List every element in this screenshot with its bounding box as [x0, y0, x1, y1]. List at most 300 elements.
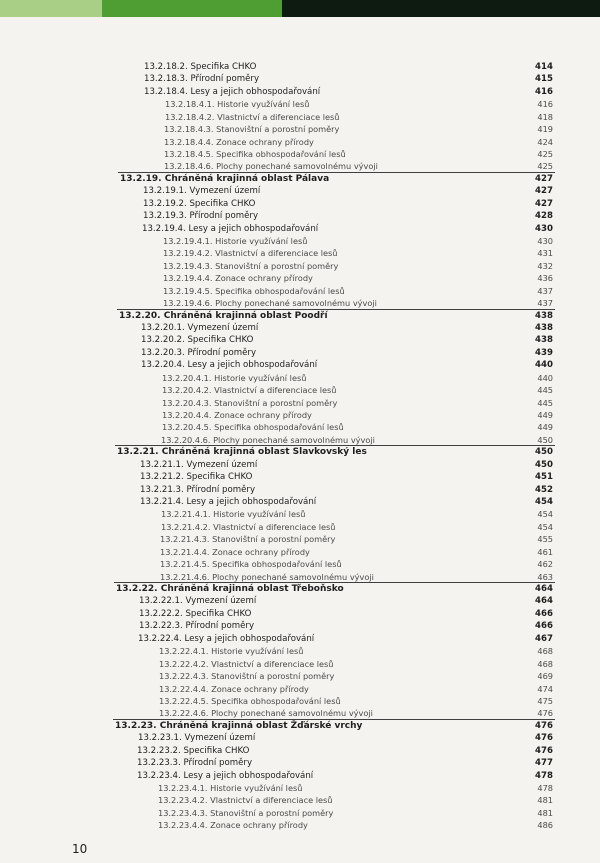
toc-entry-page: 475: [537, 695, 553, 706]
toc-entry-page: 466: [535, 621, 553, 632]
toc-entry-page: 438: [535, 335, 553, 346]
toc-entry: [0, 347, 600, 360]
toc-entry-number: 13.2.23.4.2.: [158, 795, 208, 806]
toc-entry-label: Specifika CHKO: [183, 745, 250, 756]
toc-entry-page: 445: [537, 385, 553, 396]
toc-entry: [0, 807, 600, 820]
toc-entry: [0, 260, 600, 273]
toc-entry-title: [140, 496, 316, 509]
toc-entry-page: 478: [535, 770, 553, 781]
toc-entry-number: 13.2.20.: [119, 310, 161, 321]
toc-entry: [0, 198, 600, 211]
toc-entry: [0, 608, 600, 621]
toc-entry-number: 13.2.20.2.: [141, 335, 185, 346]
toc-entry-page: 454: [537, 521, 553, 532]
toc-entry-label: Přírodní poměry: [185, 621, 255, 632]
toc-entry-label: Chráněná krajinná oblast Žďárské vrchy: [159, 720, 363, 731]
section-divider: [115, 445, 555, 446]
toc-entry-number: 13.2.18.4.5.: [164, 149, 214, 159]
toc-entry-title: [159, 658, 334, 671]
toc-entry-number: 13.2.19.4.5.: [163, 285, 213, 296]
toc-entry-label: Vymezení území: [186, 459, 258, 470]
toc-entry: [0, 459, 600, 472]
toc-entry: [0, 595, 600, 608]
toc-entry-title: [141, 359, 317, 372]
toc-entry-number: 13.2.22.4.5.: [159, 695, 209, 706]
toc-entry-number: 13.2.20.1.: [141, 323, 185, 334]
toc-entry-page: 455: [537, 534, 553, 545]
toc-entry-title: [163, 285, 345, 298]
toc-entry-label: Chráněná krajinná oblast Poodří: [163, 310, 328, 321]
toc-entry: [0, 409, 600, 422]
toc-entry-page: 478: [537, 782, 553, 793]
toc-entry-title: [163, 235, 307, 248]
toc-entry-page: 468: [537, 646, 553, 657]
toc-entry: [0, 620, 600, 633]
toc-entry-title: [139, 620, 254, 633]
toc-entry-title: [141, 347, 256, 360]
toc-entry-label: Historie využívání lesů: [217, 99, 310, 110]
toc-entry: [0, 695, 600, 708]
toc-entry-label: Stanovištní a porostní poměry: [215, 260, 339, 271]
toc-entry-title: [163, 272, 313, 285]
toc-entry-page: 445: [537, 397, 553, 408]
toc-entry-title: [137, 770, 313, 783]
toc-entry-page: 419: [537, 124, 553, 135]
toc-entry-page: 451: [535, 472, 553, 483]
toc-entry-title: [158, 782, 302, 795]
toc-entry-title: [139, 595, 256, 608]
toc-entry-page: 439: [535, 347, 553, 358]
toc-entry-title: [162, 421, 344, 434]
toc-entry-label: Lesy a jejich obhospodařování: [187, 360, 318, 371]
toc-entry-number: 13.2.21.: [117, 447, 159, 458]
toc-entry-number: 13.2.22.2.: [139, 608, 183, 619]
toc-entry-label: Specifika CHKO: [187, 335, 254, 346]
toc-entry-label: Vymezení území: [185, 596, 257, 607]
toc-entry-label: Historie využívání lesů: [214, 372, 307, 383]
toc-entry-number: 13.2.23.4.3.: [158, 807, 208, 818]
toc-entry-label: Chráněná krajinná oblast Pálava: [164, 173, 330, 184]
toc-entry-label: Stanovištní a porostní poměry: [212, 534, 336, 545]
toc-entry-label: Historie využívání lesů: [215, 236, 308, 247]
toc-entry-title: [144, 73, 259, 86]
toc-entry-number: 13.2.21.1.: [140, 459, 184, 470]
toc-entry-label: Chráněná krajinná oblast Slavkovský les: [161, 447, 367, 458]
toc-entry-label: Lesy a jejich obhospodařování: [184, 633, 315, 644]
toc-entry-label: Zonace ochrany přírody: [210, 820, 308, 831]
toc-entry-number: 13.2.20.4.6.: [161, 434, 211, 445]
toc-entry-page: 425: [537, 149, 553, 159]
toc-entry-page: 486: [537, 820, 553, 831]
toc-entry-label: Zonace ochrany přírody: [215, 273, 313, 284]
toc-entry-number: 13.2.20.4.3.: [162, 397, 212, 408]
toc-entry-title: [158, 819, 308, 832]
toc-entry: [0, 633, 600, 646]
toc-entry-title: [138, 732, 255, 745]
toc-entry-label: Vlastnictví a diferenciace lesů: [217, 111, 340, 122]
toc-entry-label: Vlastnictví a diferenciace lesů: [210, 795, 333, 806]
toc-entry-page: 476: [535, 720, 553, 731]
toc-entry-label: Zonace ochrany přírody: [212, 546, 310, 557]
section-divider: [117, 309, 555, 310]
toc-entry-title: [139, 608, 251, 621]
toc-entry-title: [144, 86, 320, 99]
toc-entry-number: 13.2.21.4.6.: [160, 571, 210, 582]
toc-entry: [0, 794, 600, 807]
toc-entry: [0, 359, 600, 372]
toc-entry-title: [159, 683, 309, 696]
toc-entry-label: Specifika obhospodařování lesů: [216, 149, 346, 159]
toc-entry-page: 438: [535, 323, 553, 334]
toc-entry-page: 415: [535, 74, 553, 85]
toc-entry-number: 13.2.20.3.: [141, 347, 185, 358]
toc-entry-title: [137, 757, 252, 770]
toc-entry-number: 13.2.22.4.3.: [159, 671, 209, 682]
toc-entry-number: 13.2.23.: [115, 720, 157, 731]
toc-entry-label: Historie využívání lesů: [211, 646, 304, 657]
toc-entry-page: 414: [535, 62, 553, 72]
toc-entry-number: 13.2.19.1.: [143, 186, 187, 197]
toc-entry-page: 468: [537, 658, 553, 669]
toc-entry-page: 476: [535, 733, 553, 744]
toc-entry-page: 476: [537, 708, 553, 719]
toc-entry-page: 466: [535, 608, 553, 619]
toc-entry-number: 13.2.19.4.3.: [163, 260, 213, 271]
toc-entry-number: 13.2.19.3.: [143, 211, 187, 222]
toc-entry-label: Specifika obhospodařování lesů: [212, 559, 342, 570]
toc-entry-page: 481: [537, 795, 553, 806]
toc-entry-label: Plochy ponechané samovolnému vývoji: [213, 434, 375, 445]
toc-entry-page: 481: [537, 807, 553, 818]
toc-entry-number: 13.2.22.: [116, 584, 158, 595]
toc-entry-title: [165, 111, 340, 124]
toc-entry-title: [162, 409, 312, 422]
toc-entry-number: 13.2.21.4.4.: [160, 546, 210, 557]
toc-entry-label: Vlastnictví a diferenciace lesů: [211, 658, 334, 669]
toc-entry-title: [159, 645, 303, 658]
toc-entry-page: 428: [535, 211, 553, 222]
header-band-dark: [282, 0, 600, 17]
toc-entry-label: Lesy a jejich obhospodařování: [190, 86, 321, 97]
toc-entry-label: Vymezení území: [184, 733, 256, 744]
page-number: 10: [72, 842, 88, 856]
toc-entry-number: 13.2.19.: [120, 173, 162, 184]
toc-entry: [0, 484, 600, 497]
toc-entry-title: [140, 459, 257, 472]
toc-entry-page: 440: [535, 360, 553, 371]
toc-entry-number: 13.2.22.4.4.: [159, 683, 209, 694]
toc-entry: [0, 782, 600, 795]
toc-entry-number: 13.2.23.1.: [138, 733, 182, 744]
section-divider: [113, 719, 555, 720]
toc-entry-number: 13.2.22.4.2.: [159, 658, 209, 669]
toc-entry-page: 477: [535, 758, 553, 769]
toc-entry: [0, 310, 600, 323]
toc-entry-title: [143, 198, 255, 211]
toc-entry-page: 424: [537, 136, 553, 147]
toc-entry: [0, 683, 600, 696]
toc-entry-label: Specifika CHKO: [186, 472, 253, 483]
toc-entry-number: 13.2.21.4.5.: [160, 559, 210, 570]
toc-entry-title: [142, 223, 318, 236]
toc-entry: [0, 285, 600, 298]
toc-entry-number: 13.2.21.3.: [140, 484, 184, 495]
toc-entry-label: Stanovištní a porostní poměry: [211, 671, 335, 682]
toc-entry: [0, 123, 600, 136]
toc-entry-number: 13.2.20.4.1.: [162, 372, 212, 383]
toc-entry-page: 427: [535, 173, 553, 184]
toc-entry-label: Přírodní poměry: [186, 484, 256, 495]
toc-entry-page: 431: [537, 248, 553, 259]
toc-entry-label: Vymezení území: [189, 186, 261, 197]
toc-entry: [0, 732, 600, 745]
toc-entry-label: Specifika obhospodařování lesů: [215, 285, 345, 296]
toc-entry-title: [158, 794, 333, 807]
toc-entry-label: Stanovištní a porostní poměry: [216, 124, 340, 135]
toc-entry-title: [165, 98, 309, 111]
toc-entry-page: 450: [535, 447, 553, 458]
toc-entry: [0, 185, 600, 198]
toc-entry-label: Stanovištní a porostní poměry: [214, 397, 338, 408]
toc-entry: [0, 111, 600, 124]
toc-entry-number: 13.2.21.4.1.: [161, 509, 211, 520]
toc-entry-page: 425: [537, 161, 553, 172]
toc-entry: [0, 546, 600, 559]
toc-entry-number: 13.2.23.4.4.: [158, 820, 208, 831]
toc-entry-title: [159, 695, 341, 708]
toc-entry-label: Přírodní poměry: [183, 758, 253, 769]
toc-entry-number: 13.2.22.1.: [139, 596, 183, 607]
toc-entry: [0, 770, 600, 783]
toc-entry-title: [143, 185, 260, 198]
toc-entry-label: Plochy ponechané samovolnému vývoji: [216, 161, 378, 172]
toc-entry-number: 13.2.20.4.: [141, 360, 185, 371]
toc-entry-page: 464: [535, 584, 553, 595]
toc-entry-page: 437: [537, 298, 553, 309]
toc-entry: [0, 533, 600, 546]
toc-entry-page: 427: [535, 198, 553, 209]
toc-entry-label: Plochy ponechané samovolnému vývoji: [215, 298, 377, 309]
toc-entry-page: 450: [535, 459, 553, 470]
toc-entry-page: 436: [537, 273, 553, 284]
toc-entry-number: 13.2.18.4.4.: [164, 136, 214, 147]
toc-entry-title: [161, 508, 305, 521]
toc-entry-page: 449: [537, 410, 553, 421]
toc-entry-title: [160, 546, 310, 559]
toc-entry: [0, 334, 600, 347]
toc-entry-label: Přírodní poměry: [190, 74, 260, 85]
toc-entry-title: [161, 521, 336, 534]
toc-entry-title: [163, 260, 338, 273]
toc-entry-label: Specifika obhospodařování lesů: [214, 422, 344, 433]
toc-entry-number: 13.2.23.2.: [137, 745, 181, 756]
toc-entry-page: 450: [537, 434, 553, 445]
toc-entry: [0, 272, 600, 285]
toc-entry-number: 13.2.19.4.1.: [163, 236, 213, 247]
toc-entry-number: 13.2.18.4.2.: [165, 111, 215, 122]
toc-entry: [0, 372, 600, 385]
toc-entry-page: 437: [537, 285, 553, 296]
toc-entry-number: 13.2.23.3.: [137, 758, 181, 769]
toc-entry-number: 13.2.18.4.1.: [165, 99, 215, 110]
header-band-green: [102, 0, 282, 17]
toc-entry-number: 13.2.22.3.: [139, 621, 183, 632]
toc-entry-number: 13.2.20.4.2.: [162, 385, 212, 396]
section-divider: [114, 582, 555, 583]
toc-entry-page: 462: [537, 559, 553, 570]
toc-entry-page: 469: [537, 671, 553, 682]
toc-entry-title: [164, 123, 339, 136]
toc-entry-page: 440: [537, 372, 553, 383]
toc-entry-number: 13.2.19.4.2.: [163, 248, 213, 259]
toc-entry-title: [159, 670, 334, 683]
toc-entry-number: 13.2.20.4.4.: [162, 410, 212, 421]
toc-entry-label: Vlastnictví a diferenciace lesů: [213, 521, 336, 532]
toc-entry: [0, 583, 600, 596]
toc-entry-page: 432: [537, 260, 553, 271]
toc-entry-number: 13.2.19.4.6.: [163, 298, 213, 309]
toc-entry-number: 13.2.19.4.4.: [163, 273, 213, 284]
toc-entry-page: 430: [535, 223, 553, 234]
toc-entry: [0, 136, 600, 149]
toc-entry-number: 13.2.19.4.: [142, 223, 186, 234]
toc-entry-page: 474: [537, 683, 553, 694]
toc-entry-title: [116, 583, 344, 596]
toc-entry: [0, 421, 600, 434]
toc-entry-title: [138, 633, 314, 646]
toc-entry-label: Zonace ochrany přírody: [211, 683, 309, 694]
toc-entry: [0, 61, 600, 74]
toc-entry-title: [119, 310, 328, 323]
toc-entry-title: [160, 533, 335, 546]
toc-entry: [0, 86, 600, 99]
toc-entry-title: [120, 173, 329, 186]
toc-entry-page: 461: [537, 546, 553, 557]
toc-entry: [0, 757, 600, 770]
toc-entry: [0, 496, 600, 509]
toc-entry-label: Zonace ochrany přírody: [214, 410, 312, 421]
toc-entry-label: Přírodní poměry: [189, 211, 259, 222]
toc-entry-number: 13.2.23.4.1.: [158, 782, 208, 793]
toc-entry-number: 13.2.22.4.: [138, 633, 182, 644]
toc-entry: [0, 508, 600, 521]
toc-entry-label: Historie využívání lesů: [213, 509, 306, 520]
toc-entry: [0, 658, 600, 671]
toc-entry-page: 463: [537, 571, 553, 582]
toc-entry-page: 467: [535, 633, 553, 644]
toc-entry-number: 13.2.18.2.: [144, 62, 188, 72]
toc-entry-label: Vlastnictví a diferenciace lesů: [215, 248, 338, 259]
toc-entry-number: 13.2.21.4.3.: [160, 534, 210, 545]
toc-entry: [0, 173, 600, 186]
toc-entry-page: 449: [537, 422, 553, 433]
toc-entry-page: 438: [535, 310, 553, 321]
toc-entry-label: Plochy ponechané samovolnému vývoji: [211, 708, 373, 719]
toc-entry-title: [141, 322, 258, 335]
toc-entry-page: 416: [537, 99, 553, 110]
toc-entry-number: 13.2.22.4.6.: [159, 708, 209, 719]
toc-entry-number: 13.2.18.4.6.: [164, 161, 214, 172]
toc-entry: [0, 98, 600, 111]
toc-entry: [0, 720, 600, 733]
toc-entry-number: 13.2.21.2.: [140, 472, 184, 483]
toc-entry: [0, 223, 600, 236]
toc-entry-title: [162, 372, 306, 385]
toc-entry-label: Stanovištní a porostní poměry: [210, 807, 334, 818]
toc-entry-number: 13.2.23.4.: [137, 770, 181, 781]
toc-entry-page: 476: [535, 745, 553, 756]
toc-entry-title: [137, 745, 249, 758]
toc-entry: [0, 73, 600, 86]
toc-entry-title: [140, 471, 252, 484]
toc-entry-title: [140, 484, 255, 497]
toc-entry-label: Specifika CHKO: [185, 608, 252, 619]
toc-entry: [0, 521, 600, 534]
toc-entry: [0, 670, 600, 683]
toc-entry-label: Lesy a jejich obhospodařování: [188, 223, 319, 234]
toc-entry-title: [144, 61, 256, 74]
toc-entry: [0, 446, 600, 459]
toc-entry-title: [162, 384, 337, 397]
toc-entry-number: 13.2.20.4.5.: [162, 422, 212, 433]
toc-entry-page: 454: [535, 497, 553, 508]
toc-entry-number: 13.2.21.4.: [140, 497, 184, 508]
toc-entry: [0, 210, 600, 223]
toc-entry: [0, 397, 600, 410]
toc-entry-label: Chráněná krajinná oblast Třeboňsko: [160, 584, 344, 595]
toc-entry-title: [115, 720, 362, 733]
toc-entry-number: 13.2.18.3.: [144, 74, 188, 85]
toc-entry: [0, 745, 600, 758]
toc-entry-label: Přírodní poměry: [187, 347, 257, 358]
toc-entry-title: [164, 136, 314, 149]
toc-entry-page: 452: [535, 484, 553, 495]
toc-entry-page: 416: [535, 86, 553, 97]
section-divider: [118, 172, 555, 173]
toc-entry-label: Historie využívání lesů: [210, 782, 303, 793]
toc-entry-label: Specifika obhospodařování lesů: [211, 695, 341, 706]
toc-entry-title: [117, 446, 367, 459]
toc-entry-page: 464: [535, 596, 553, 607]
toc-entry-number: 13.2.18.4.: [144, 86, 188, 97]
toc-entry: [0, 384, 600, 397]
toc-entry-title: [143, 210, 258, 223]
toc-entry-label: Lesy a jejich obhospodařování: [183, 770, 314, 781]
header-band-light: [0, 0, 102, 17]
toc-entry: [0, 247, 600, 260]
toc-entry-label: Vlastnictví a diferenciace lesů: [214, 385, 337, 396]
toc-entry-number: 13.2.21.4.2.: [161, 521, 211, 532]
toc-entry-title: [164, 148, 346, 161]
toc-entry: [0, 322, 600, 335]
toc-entry-number: 13.2.22.4.1.: [159, 646, 209, 657]
toc-entry-number: 13.2.18.4.3.: [164, 124, 214, 135]
toc-entry: [0, 148, 600, 161]
toc-entry-number: 13.2.19.2.: [143, 198, 187, 209]
toc-entry-label: Specifika CHKO: [190, 62, 257, 72]
toc-entry-label: Plochy ponechané samovolnému vývoji: [212, 571, 374, 582]
toc-entry-title: [163, 247, 338, 260]
toc-entry: [0, 819, 600, 832]
toc-entry-label: Specifika CHKO: [189, 198, 256, 209]
toc-entry-label: Lesy a jejich obhospodařování: [186, 497, 317, 508]
toc-entry-title: [160, 558, 342, 571]
toc-entry-page: 427: [535, 186, 553, 197]
toc-entry-label: Vymezení území: [187, 323, 259, 334]
toc-entry-title: [158, 807, 333, 820]
toc-entry: [0, 645, 600, 658]
